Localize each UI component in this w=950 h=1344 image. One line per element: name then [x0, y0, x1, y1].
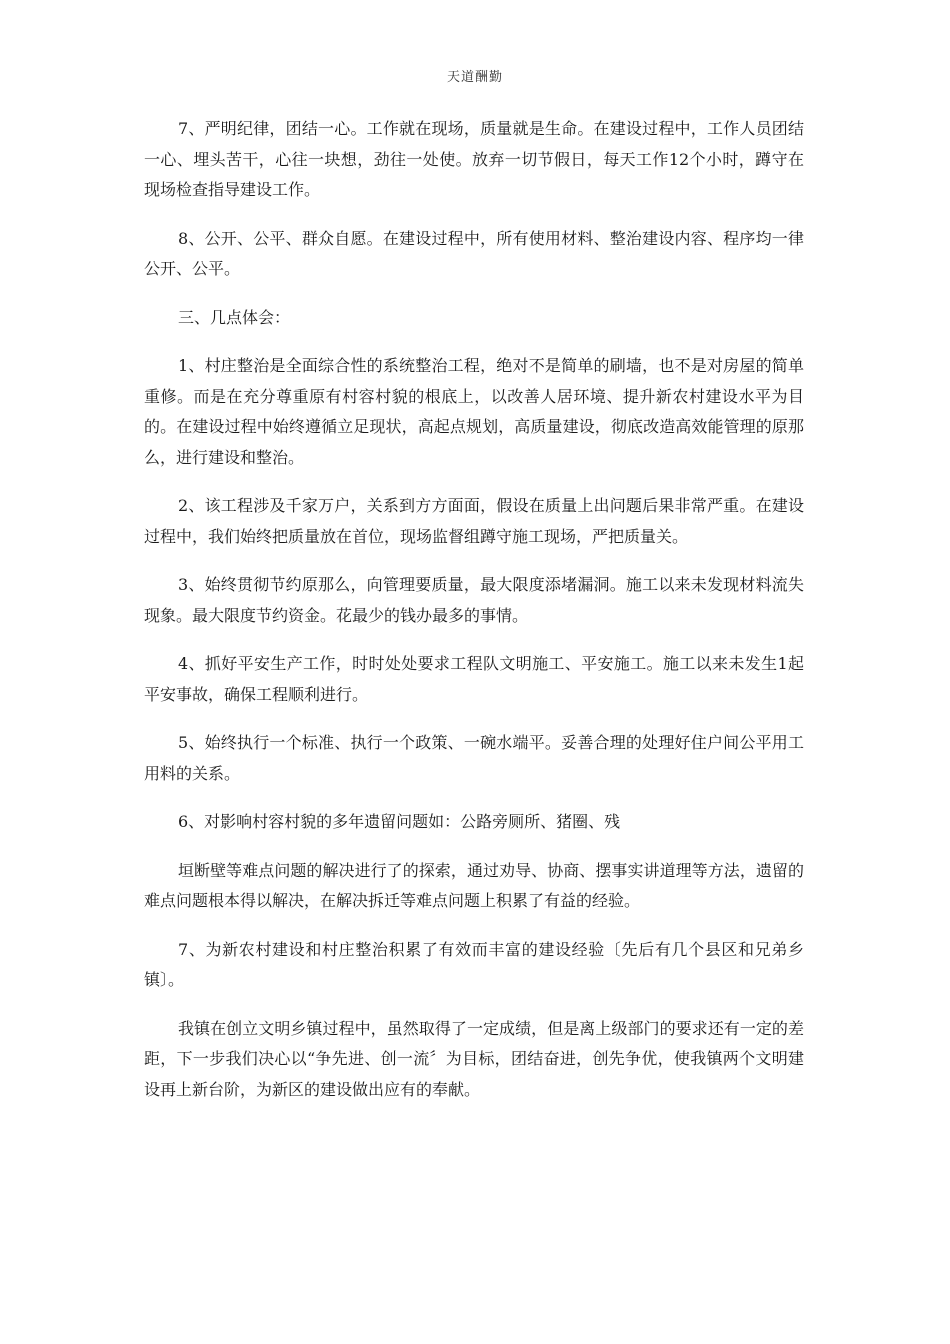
paragraph-7-discipline: 7、严明纪律，团结一心。工作就在现场，质量就是生命。在建设过程中，工作人员团结一心、埋头苦干，心往一块想，劲往一处使。放弃一切节假日，每天工作12个小时，蹲守在现场检查指导建设工作。: [144, 119, 804, 199]
paragraph-experience-1: 1、村庄整治是全面综合性的系统整治工程，绝对不是简单的刷墙，也不是对房屋的简单重修。而是在充分尊重原有村容村貌的根底上，以改善人居环境、提升新农村建设水平为目的。在建设过程中始终遵循立足现状，高起点规划，高质量建设，彻底改造高效能管理的原那么，进行建设和整治。: [144, 356, 804, 467]
paragraph-experience-6: 6、对影响村容村貌的多年遗留问题如：公路旁厕所、猪圈、残: [178, 812, 621, 831]
document-body: [144, 114, 804, 1123]
paragraph-experience-2: 2、该工程涉及千家万户，关系到方方面面，假设在质量上出问题后果非常严重。在建设过程中，我们始终把质量放在首位，现场监督组蹲守施工现场，严把质量关。: [144, 496, 804, 546]
paragraph-experience-3: 3、始终贯彻节约原那么，向管理要质量，最大限度添堵漏洞。施工以来未发现材料流失现象。最大限度节约资金。花最少的钱办最多的事情。: [144, 575, 804, 625]
page-header: 天道酬勤: [446, 70, 503, 85]
paragraph-experience-6-continued: 垣断壁等难点问题的解决进行了的探索，通过劝导、协商、摆事实讲道理等方法，遗留的难点问题根本得以解决，在解决拆迁等难点问题上积累了有益的经验。: [144, 860, 804, 910]
paragraph-8-openness: 8、公开、公平、群众自愿。在建设过程中，所有使用材料、整治建设内容、程序均一律公开、公平。: [144, 228, 804, 278]
paragraph-experience-4: 4、抓好平安生产工作，时时处处要求工程队文明施工、平安施工。施工以来未发生1起平安事故，确保工程顺利进行。: [144, 654, 804, 704]
paragraph-conclusion: 我镇在创立文明乡镇过程中，虽然取得了一定成绩，但是离上级部门的要求还有一定的差距，下一步我们决心以“争先进、创一流〞为目标，团结奋进，创先争优，使我镇两个文明建设再上新台阶，为新区的建设做出应有的奉献。: [144, 1018, 804, 1099]
section-heading-experience: 三、几点体会：: [178, 307, 291, 327]
paragraph-experience-5: 5、始终执行一个标准、执行一个政策、一碗水端平。妥善合理的处理好住户间公平用工用料的关系。: [144, 733, 804, 783]
paragraph-experience-7: 7、为新农村建设和村庄整治积累了有效而丰富的建设经验〔先后有几个县区和兄弟乡镇〕。: [144, 939, 804, 989]
